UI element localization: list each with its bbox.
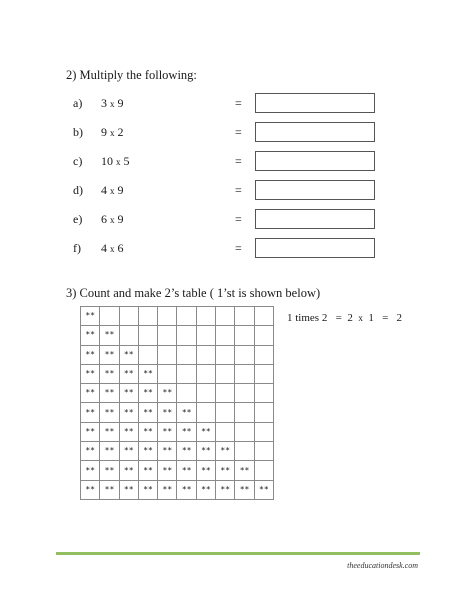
grid-cell	[216, 364, 235, 383]
grid-cell	[196, 307, 215, 326]
times-table-example: 1 times 2 = 2 x 1 = 2	[287, 312, 403, 324]
grid-row	[81, 345, 274, 364]
grid-cell: **	[119, 384, 138, 403]
grid-cell: **	[119, 422, 138, 441]
grid-cell: **	[158, 403, 177, 422]
grid-cell: **	[216, 442, 235, 461]
question-expression: 10 x 5	[101, 154, 130, 168]
grid-cell: **	[138, 364, 157, 383]
grid-cell	[138, 326, 157, 345]
grid-cell	[216, 307, 235, 326]
grid-cell	[254, 403, 273, 422]
grid-cell	[235, 307, 254, 326]
equals-sign: =	[235, 96, 242, 110]
footer-website: theeducationdesk.com	[347, 561, 418, 570]
grid-cell	[138, 307, 157, 326]
grid-cell: **	[100, 326, 119, 345]
answer-box[interactable]	[255, 151, 375, 171]
question-letter: c)	[73, 154, 83, 168]
question-c	[73, 151, 383, 173]
grid-cell	[177, 307, 196, 326]
grid-cell: **	[216, 461, 235, 480]
grid-cell: **	[177, 480, 196, 499]
grid-cell: **	[119, 461, 138, 480]
grid-cell	[216, 326, 235, 345]
grid-cell: **	[158, 442, 177, 461]
grid-cell	[177, 384, 196, 403]
question-d	[73, 180, 383, 202]
grid-cell	[158, 307, 177, 326]
grid-cell	[254, 422, 273, 441]
grid-cell	[235, 403, 254, 422]
grid-cell: **	[100, 345, 119, 364]
section-2-title: 2) Multiply the following:	[66, 68, 197, 82]
grid-cell	[216, 384, 235, 403]
grid-cell	[254, 461, 273, 480]
grid-cell	[196, 384, 215, 403]
grid-cell: **	[158, 422, 177, 441]
grid-cell: **	[158, 480, 177, 499]
grid-cell: **	[81, 364, 100, 383]
grid-cell: **	[138, 480, 157, 499]
grid-row	[81, 384, 274, 403]
equals-sign: =	[235, 154, 242, 168]
answer-box[interactable]	[255, 238, 375, 258]
grid-cell	[119, 326, 138, 345]
grid-cell: **	[81, 461, 100, 480]
grid-cell: **	[81, 326, 100, 345]
grid-cell	[254, 442, 273, 461]
grid-cell: **	[100, 461, 119, 480]
grid-cell: **	[138, 461, 157, 480]
grid-row	[81, 461, 274, 480]
grid-cell	[177, 345, 196, 364]
grid-cell	[177, 364, 196, 383]
question-expression: 3 x 9	[101, 96, 124, 110]
grid-cell: **	[100, 422, 119, 441]
grid-cell	[100, 307, 119, 326]
grid-cell: **	[100, 480, 119, 499]
grid-row	[81, 326, 274, 345]
grid-cell: **	[177, 442, 196, 461]
grid-cell	[196, 364, 215, 383]
grid-cell: **	[81, 384, 100, 403]
section-3-title: 3) Count and make 2’s table ( 1’st is shown below)	[66, 286, 321, 300]
grid-cell: **	[119, 480, 138, 499]
grid-cell	[119, 307, 138, 326]
grid-cell	[158, 326, 177, 345]
grid-cell	[216, 403, 235, 422]
grid-row	[81, 364, 274, 383]
question-e	[73, 209, 383, 231]
grid-cell: **	[81, 442, 100, 461]
grid-row	[81, 422, 274, 441]
grid-row	[81, 442, 274, 461]
grid-cell: **	[81, 480, 100, 499]
equals-sign: =	[235, 212, 242, 226]
grid-cell	[254, 345, 273, 364]
footer-divider	[56, 552, 420, 555]
grid-cell: **	[216, 480, 235, 499]
grid-cell: **	[196, 422, 215, 441]
question-letter: a)	[73, 96, 83, 110]
grid-cell	[254, 364, 273, 383]
counting-grid	[80, 306, 274, 500]
grid-cell: **	[119, 403, 138, 422]
question-f	[73, 238, 383, 260]
grid-row	[81, 307, 274, 326]
question-letter: e)	[73, 212, 83, 226]
equals-sign: =	[235, 125, 242, 139]
grid-cell: **	[100, 442, 119, 461]
grid-cell: **	[138, 442, 157, 461]
grid-cell	[235, 364, 254, 383]
grid-cell: **	[177, 461, 196, 480]
equals-sign: =	[235, 183, 242, 197]
grid-cell: **	[196, 442, 215, 461]
grid-cell: **	[177, 422, 196, 441]
grid-cell: **	[100, 364, 119, 383]
grid-cell	[216, 345, 235, 364]
grid-cell: **	[119, 442, 138, 461]
grid-cell	[158, 364, 177, 383]
grid-cell	[235, 326, 254, 345]
equals-sign: =	[235, 241, 242, 255]
grid-row	[81, 480, 274, 499]
grid-cell	[196, 326, 215, 345]
grid-cell: **	[81, 307, 100, 326]
question-letter: f)	[73, 241, 81, 255]
grid-cell: **	[138, 403, 157, 422]
grid-cell	[254, 326, 273, 345]
answer-box[interactable]	[255, 93, 375, 113]
grid-cell	[235, 422, 254, 441]
question-expression: 4 x 9	[101, 183, 124, 197]
question-expression: 9 x 2	[101, 125, 124, 139]
grid-cell: **	[81, 422, 100, 441]
question-expression: 4 x 6	[101, 241, 124, 255]
answer-box[interactable]	[255, 209, 375, 229]
grid-cell	[138, 345, 157, 364]
grid-cell: **	[177, 403, 196, 422]
question-letter: d)	[73, 183, 83, 197]
grid-cell: **	[119, 345, 138, 364]
grid-cell	[254, 307, 273, 326]
grid-cell: **	[81, 403, 100, 422]
question-letter: b)	[73, 125, 83, 139]
grid-cell	[235, 442, 254, 461]
grid-cell: **	[138, 422, 157, 441]
grid-cell: **	[138, 384, 157, 403]
grid-cell: **	[100, 403, 119, 422]
grid-cell: **	[196, 461, 215, 480]
grid-cell: **	[235, 461, 254, 480]
grid-cell: **	[100, 384, 119, 403]
question-b	[73, 122, 383, 144]
grid-cell: **	[158, 461, 177, 480]
grid-cell: **	[158, 384, 177, 403]
grid-cell	[158, 345, 177, 364]
grid-cell	[177, 326, 196, 345]
grid-cell	[254, 384, 273, 403]
grid-cell	[235, 345, 254, 364]
answer-box[interactable]	[255, 180, 375, 200]
question-a	[73, 93, 383, 115]
grid-cell: **	[254, 480, 273, 499]
grid-cell	[235, 384, 254, 403]
grid-cell	[196, 403, 215, 422]
grid-cell: **	[196, 480, 215, 499]
grid-cell: **	[81, 345, 100, 364]
answer-box[interactable]	[255, 122, 375, 142]
grid-row	[81, 403, 274, 422]
grid-cell: **	[235, 480, 254, 499]
grid-cell: **	[119, 364, 138, 383]
grid-cell	[216, 422, 235, 441]
question-expression: 6 x 9	[101, 212, 124, 226]
grid-cell	[196, 345, 215, 364]
